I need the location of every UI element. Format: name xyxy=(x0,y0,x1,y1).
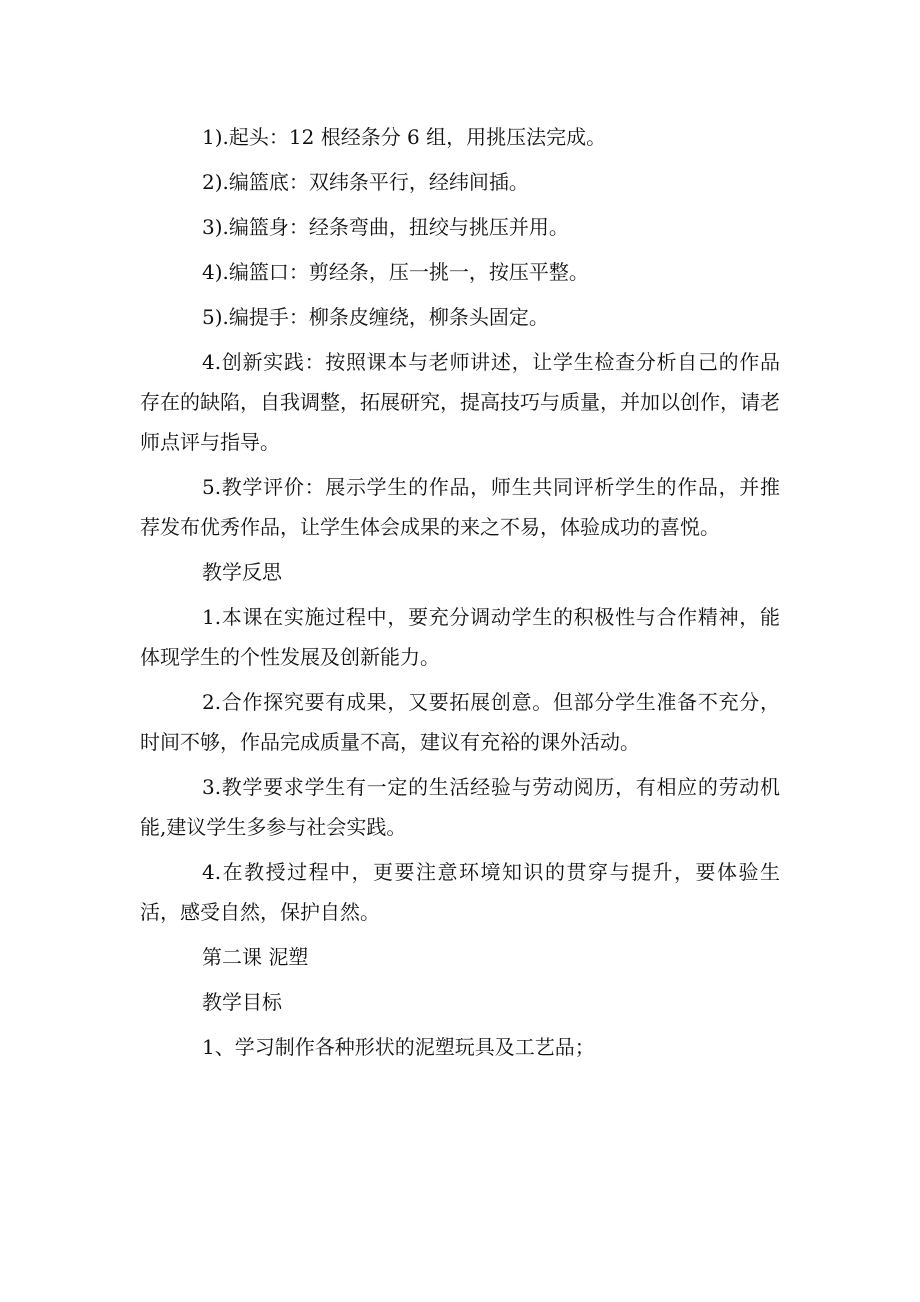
goal-item-1: 1、学习制作各种形状的泥塑玩具及工艺品； xyxy=(202,1035,595,1059)
reflection-item-2: 2.合作探究要有成果，又要拓展创意。但部分学生准备不充分，时间不够，作品完成质量不高，建议有充裕的课外活动。 xyxy=(140,690,780,754)
teaching-evaluation-paragraph: 5.教学评价：展示学生的作品，师生共同评析学生的作品，并推荐发布优秀作品，让学生体会成果的来之不易，体验成功的喜悦。 xyxy=(140,475,780,539)
step-4-paragraph: 4).编篮口：剪经条，压一挑一，按压平整。 xyxy=(202,260,589,284)
step-2-paragraph: 2).编篮底：双纬条平行，经纬间插。 xyxy=(202,170,529,194)
step-5-paragraph: 5).编提手：柳条皮缠绕，柳条头固定。 xyxy=(202,305,549,329)
reflection-item-3: 3.教学要求学生有一定的生活经验与劳动阅历，有相应的劳动机能,建议学生多参与社会实践。 xyxy=(140,775,780,839)
step-1-paragraph: 1).起头：12 根经条分 6 组，用挑压法完成。 xyxy=(202,125,607,149)
lesson-two-title: 第二课 泥塑 xyxy=(202,945,309,969)
step-3-paragraph: 3).编篮身：经条弯曲，扭绞与挑压并用。 xyxy=(202,215,569,239)
reflection-item-4: 4.在教授过程中，更要注意环境知识的贯穿与提升，要体验生活，感受自然，保护自然。 xyxy=(140,860,780,924)
innovation-practice-paragraph: 4.创新实践：按照课本与老师讲述，让学生检查分析自己的作品存在的缺陷，自我调整，拓展研究，提高技巧与质量，并加以创作，请老师点评与指导。 xyxy=(140,350,780,454)
reflection-heading: 教学反思 xyxy=(202,560,282,584)
document-body xyxy=(140,117,780,1072)
reflection-item-1: 1.本课在实施过程中，要充分调动学生的积极性与合作精神，能体现学生的个性发展及创新能力。 xyxy=(140,605,780,669)
teaching-goals-heading: 教学目标 xyxy=(202,990,282,1014)
